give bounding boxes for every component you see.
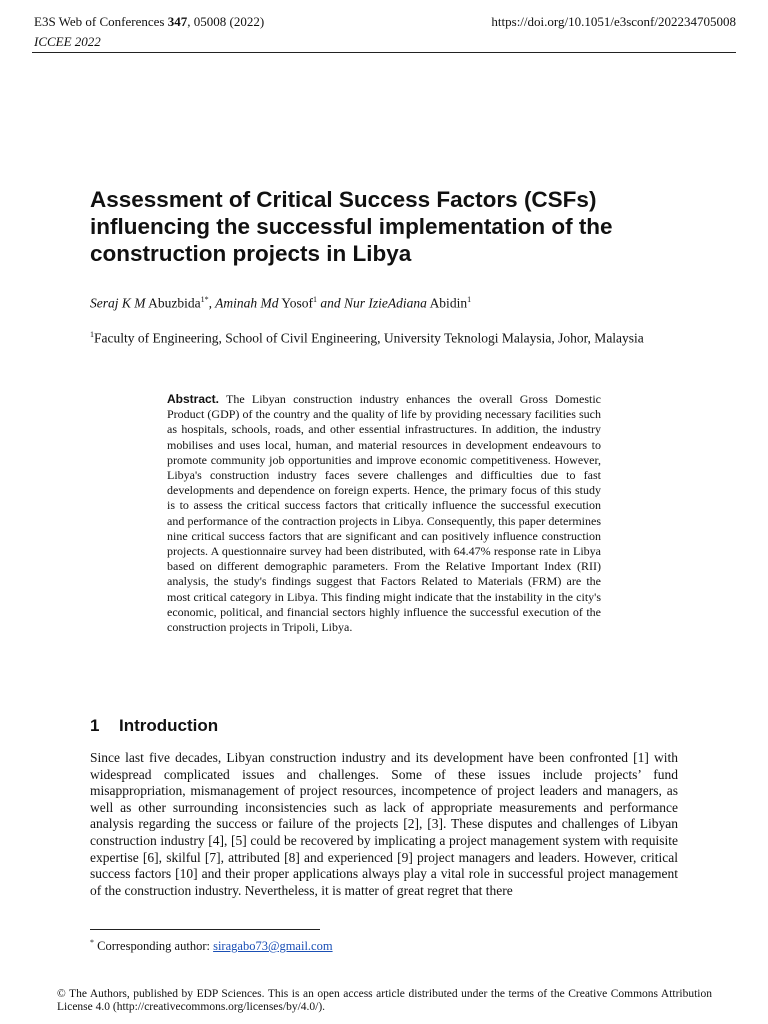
author-1-mark: 1* [200,295,209,304]
author-separator: and [317,295,345,311]
footnote-divider [90,929,320,930]
author-separator: , [208,295,216,311]
abstract-text: The Libyan construction industry enhances the overall Gross Domestic Product (GDP) of the country and the quality of life by providing necessary facilities such as hospitals, schools, roads, and other essential infrastructures. In addition, the industry mobilises and uses local, human, and material resources in development endeavours to promote community job opportunities and improve economic competitiveness. However, Libya's construction industry faces severe challenges and difficulties due to fast developments and dependence on foreign experts. Hence, the primary focus of this study is to assess the critical success factors that critically influence the successful execution and performance of the contraction projects in Libya. Consequently, this paper determines nine critical success factors that are significant and can positively influence construction projects. A questionnaire survey had been distributed, with 64.47% response rate in Libya based on different demographic parameters. From the Relative Important Index (RII) analysis, the study's findings suggest that Factors Related to Materials (FRM) are the most critical category in Libya. This finding might indicate that the instability in the city's economic, political, and financial sectors highly influence the successful execution of the construction projects in Tripoli, Libya. [167,392,601,635]
doi-link[interactable]: https://doi.org/10.1051/e3sconf/202234705008 [491,14,736,29]
author-3-given: Nur IzieAdiana [344,295,427,311]
conference-name: ICCEE 2022 [34,34,101,49]
author-2-given: Aminah Md [215,295,279,311]
section-number: 1 [90,716,100,735]
journal-citation [34,12,264,32]
affiliation [90,326,690,348]
article-number: , 05008 (2022) [187,14,265,29]
license-notice: © The Authors, published by EDP Sciences. This is an open access article distributed under the terms of the Creative Commons Attribution License 4.0 (http://creativecommons.org/licenses/by/4.0/). [57,988,712,1013]
header-divider [32,52,736,53]
paper-title: Assessment of Critical Success Factors (CSFs) influencing the successful implementation of the construction projects in Libya [90,187,613,266]
section-title: Introduction [119,716,219,735]
corresponding-author-footnote [90,935,333,954]
author-1-family: Abuzbida [148,295,201,311]
author-3-mark: 1 [467,295,472,304]
abstract-label: Abstract. [167,392,220,406]
section-body: Since last five decades, Libyan construction industry and its development have been confronted [1] with widespread complicated issues and challenges. Some of these issues include projects’ fund misappropriation, mismanagement of project resources, incompetence of project leaders and managers, as well as other surrounding inconsistencies such as lack of appropriate measurements and performance analysis regarding the success or failure of the projects [2], [3]. These disputes and challenges of Libyan construction industry [4], [5] could be recovered by implicating a project management system with requisite expertise [6], skilful [7], attributed [8] and experienced [9] project managers and leaders. However, critical success factors [10] and their proper applications always play a vital role in successful project management of the construction industry. Nevertheless, it is matter of great regret that there [90,750,678,898]
abstract [167,392,601,635]
journal-volume: 347 [167,14,188,29]
author-list [90,291,471,313]
running-header-left [34,12,264,52]
affiliation-text: Faculty of Engineering, School of Civil Engineering, University Teknologi Malaysia, Johor, Malaysia [94,330,644,346]
author-2-mark: 1 [313,295,318,304]
author-1-given: Seraj K M [90,295,146,311]
journal-name: E3S Web of Conferences [34,14,165,29]
author-2-family: Yosof [281,295,314,311]
footnote-mark: * [90,938,94,947]
author-3-family: Abidin [429,295,468,311]
section-heading [90,716,218,736]
affiliation-mark: 1 [90,330,94,339]
email-link[interactable]: siragabo73@gmail.com [213,939,333,954]
footnote-label: Corresponding author: [94,939,214,954]
